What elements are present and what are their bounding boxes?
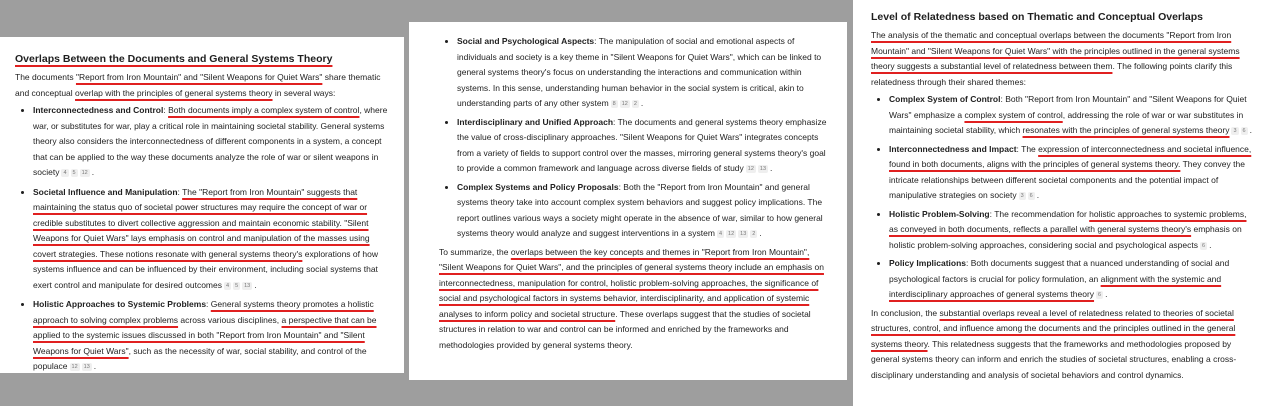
text-segment: Both documents suggest that a nuanced understanding of social and psychological factors is crucial for policy formulation, an — [889, 258, 1230, 284]
text-segment: . This relatedness suggests that the frameworks and methodologies proposed by general systems theory can inform and enrich the studies of societal structures, enabling a cross-disciplinary understanding and analysis of societal behaviors and control dynamics. — [871, 338, 1237, 380]
item-label: Interconnectedness and Control — [33, 105, 164, 115]
highlighted-text: overlap with the principles of general systems theory — [75, 87, 273, 98]
highlighted-text: expression of interconnectedness and societal influence, found in both documents, aligns with the principles of general systems theory. — [889, 143, 1252, 169]
period: . — [1249, 125, 1252, 135]
citation-badge[interactable]: 3 — [1233, 128, 1237, 134]
text-segment: In conclusion, the — [871, 307, 940, 318]
list-item: • Policy Implications: Both documents suggest that a nuanced understanding of social and psychological factors is crucial for policy formulation, an alignment with the systemic and interdisciplinary approaches of general systems theory 6 . — [889, 256, 1254, 303]
list-item: • Social and Psychological Aspects: The manipulation of social and emotional aspects of individuals and society is a key theme in "Silent Weapons for Quiet Wars", which can be linked to general systems theory's focus on understanding the interactions and communication within systems. In this sense, understanding human behavior in the social system is critical, akin to understanding parts of any other system 8 12 2 . — [457, 34, 833, 112]
citation-badge[interactable]: 12 — [81, 170, 88, 176]
citation-badge[interactable]: 12 — [747, 166, 754, 172]
citation-group — [1019, 190, 1040, 200]
highlighted-text: The "Report from Iron Mountain" suggests that maintaining the status quo of societal power structures may require the concept of war or credible substitutes to divert collective aggression and maintain economic stability. "Silent Weapons for Quiet Wars" lays emphasis on control and manipulation of the masses using covert strategies. These notions resonate with general systems theory's — [33, 186, 370, 259]
citation-group — [1200, 240, 1211, 250]
citation-group — [70, 361, 97, 371]
period: . — [91, 167, 95, 177]
text-segment: The recommendation for — [994, 208, 1090, 219]
citation-badge[interactable]: 12 — [71, 364, 78, 370]
citation-group — [611, 98, 644, 108]
intro-paragraph — [15, 70, 390, 101]
citation-group — [1096, 289, 1107, 299]
list-item: • Holistic Problem-Solving: The recommendation for holistic approaches to systemic problems, as conveyed in both documents, reflects a parallel with general systems theory's emphasis on holistic problem-solving approaches, considering social and psychological aspects 6 . — [889, 207, 1254, 254]
text-segment: . These overlaps suggest that the studies of societal structures in relation to war and control can be informed and enriched by the frameworks and methodologies provided by general systems theory. — [439, 308, 811, 350]
citation-badge[interactable]: 13 — [83, 364, 90, 370]
highlighted-text: General systems theory promotes a holistic approach to solving complex problems — [33, 299, 374, 325]
item-label: Complex System of Control — [889, 94, 1001, 104]
highlighted-text: substantial overlaps reveal a level of relatedness related to theories of societal structures, control, and influence among the documents and the principles outlined in the general systems theory — [871, 307, 1236, 349]
highlighted-text: a perspective that can be applied to the systemic issues discussed in both "Report from Iron Mountain" and "Silent Weapons for Quiet Wars" — [33, 314, 377, 356]
list-item: • Complex Systems and Policy Proposals: Both the "Report from Iron Mountain" and general systems theory take into account complex system behaviors and suggest policy implications. The report outlines various ways a society might operate in the absence of war, similar to how general systems theory would analyze and suggest interventions in a system 4 12 13 2 . — [457, 180, 833, 242]
section-title: Level of Relatedness based on Thematic and Conceptual Overlaps — [871, 11, 1204, 23]
summary-paragraph — [439, 245, 833, 354]
period: . — [1209, 239, 1212, 250]
text-segment: Both "Report from Iron Mountain" and "Silent Weapons for Quiet Wars" emphasize a — [889, 94, 1247, 120]
citation-badge[interactable]: 5 — [72, 170, 76, 176]
highlighted-text: overlaps between the key concepts and themes in "Report from Iron Mountain", "Silent Weapons for Quiet Wars", and the principles of general systems theory include an emphasis on interconnectedness, manipulation for control, holistic problem-solving approaches, the significance of social and psychological factors in systems behavior, interdisciplinarity, and application of systemic analyses to inform policy and societal structure — [439, 246, 824, 319]
item-label: Holistic Problem-Solving — [889, 208, 990, 219]
text-segment: share thematic and conceptual — [15, 72, 381, 98]
text-segment: The documents — [15, 72, 76, 82]
text-segment: To summarize, the — [439, 246, 511, 257]
document-page-left — [0, 37, 404, 373]
item-label: Policy Implications — [889, 258, 966, 268]
list-item: • Interconnectedness and Control: Both documents imply a complex system of control, where war, or substitutes for war, play a critical role in maintaining societal stability. General systems theory also considers the interconnectedness of different components in a system, a concept that can be applied to the way these documents analyze the role of war or silent weapons in society 4 5 12 . — [33, 103, 390, 181]
citation-badge[interactable]: 6 — [1202, 242, 1206, 249]
citation-group — [717, 228, 762, 238]
highlighted-text: complex system of control — [964, 109, 1063, 120]
citation-badge[interactable]: 4 — [63, 170, 67, 176]
highlighted-text: alignment with the systemic and interdisciplinary approaches of general systems theory — [889, 273, 1222, 299]
text-segment: They convey the intricate relationships between different societal components and the potential impact of manipulative strategies on society — [889, 159, 1245, 200]
bullet-list — [439, 34, 833, 242]
highlighted-text: holistic approaches to systemic problems, as conveyed in both documents, reflects a parallel with general systems theory's — [889, 208, 1247, 234]
citation-badge[interactable]: 6 — [1098, 292, 1102, 298]
citation-badge[interactable]: 12 — [621, 101, 628, 107]
text-segment: . The following points clarify this relatedness through their shared themes: — [871, 61, 1233, 87]
citation-badge[interactable]: 13 — [740, 231, 747, 237]
period: . — [759, 228, 762, 238]
citation-badge[interactable]: 4 — [226, 282, 230, 289]
period: . — [93, 361, 97, 371]
highlighted-text: The analysis of the thematic and conceptual overlaps between the documents "Report from Iron Mountain" and "Silent Weapons for Quiet Wars" with the principles outlined in the general systems theory suggests a substantial level of relatedness between them — [871, 30, 1240, 71]
text-segment: explorations of how systems influence and can be influenced by their environment, including social systems that exert control and manipulate for desired outcomes — [33, 248, 378, 290]
bullet-list — [871, 92, 1254, 303]
highlighted-text: Both documents imply a complex system of control — [168, 105, 360, 115]
period: . — [1105, 289, 1108, 299]
period: . — [640, 98, 644, 108]
text-segment: , such as the necessity of war, social stability, and control of the populace — [33, 345, 367, 371]
text-segment: , addressing the role of war or war substitutes in maintaining societal stability, which — [889, 109, 1244, 135]
text-segment: emphasis on holistic problem-solving approaches, considering social and psychological aspects — [889, 224, 1242, 250]
text-segment: The — [1021, 143, 1039, 154]
bullet-list — [15, 103, 390, 375]
citation-group — [224, 280, 257, 290]
highlighted-text: resonates with the principles of general systems theory — [1022, 125, 1230, 135]
item-label: Societal Influence and Manipulation — [33, 186, 178, 197]
citation-badge[interactable]: 13 — [759, 166, 767, 172]
period: . — [770, 163, 773, 173]
citation-group — [61, 167, 94, 177]
intro-paragraph — [871, 28, 1254, 90]
text-segment: across various disciplines, — [178, 314, 282, 325]
citation-group — [746, 163, 773, 173]
text-segment: The manipulation of social and emotional aspects of individuals and society is a key theme in "Silent Weapons for Quiet Wars", which can be linked to general systems theory's focus on understanding the interactions and communication within systems. In this sense, understanding human behavior in the social system is critical, akin to understanding parts of any other system — [457, 36, 822, 108]
citation-badge[interactable]: 3 — [1020, 193, 1024, 199]
list-item: • Interconnectedness and Impact: The expression of interconnectedness and societal influence, found in both documents, aligns with the principles of general systems theory. They convey the intricate relationships between different societal components and the potential impact of manipulative strategies on society 3 6 . — [889, 142, 1254, 204]
conclusion-paragraph — [871, 306, 1254, 384]
item-label: Complex Systems and Policy Proposals — [457, 181, 619, 192]
citation-badge[interactable]: 4 — [718, 231, 723, 237]
list-item: • Interdisciplinary and Unified Approach: The documents and general systems theory emphasize the value of cross-disciplinary approaches. "Silent Weapons for Quiet Wars" integrates concepts from a variety of fields to support control over the masses, mirroring general systems theory's goal to provide a common framework and language across diverse fields of study 12 13 . — [457, 115, 833, 177]
list-item: • Holistic Approaches to Systemic Problems: General systems theory promotes a holistic approach to solving complex problems across various disciplines, a perspective that can be applied to the systemic issues discussed in both "Report from Iron Mountain" and "Silent Weapons for Quiet Wars", such as the necessity of war, social stability, and control of the populace 12 13 . — [33, 297, 390, 375]
document-page-right — [853, 0, 1272, 406]
text-segment: in several ways: — [272, 87, 336, 98]
citation-badge[interactable]: 13 — [244, 282, 251, 289]
section-title: Overlaps Between the Documents and General Systems Theory — [15, 53, 333, 65]
text-segment: The documents and general systems theory emphasize the value of cross-disciplinary approaches. "Silent Weapons for Quiet Wars" integrates concepts from a variety of fields to support control over the masses, mirroring general systems theory's goal to provide a common framework and language across diverse fields of study — [457, 116, 827, 173]
period: . — [1036, 190, 1040, 200]
citation-badge[interactable]: 8 — [612, 101, 616, 107]
citation-badge[interactable]: 2 — [752, 231, 756, 237]
citation-badge[interactable]: 6 — [1029, 193, 1033, 199]
period: . — [254, 279, 257, 290]
citation-badge[interactable]: 6 — [1242, 128, 1246, 134]
citation-group — [1231, 125, 1252, 135]
item-label: Interdisciplinary and Unified Approach — [457, 116, 614, 127]
text-segment: Both the "Report from Iron Mountain" and general systems theory take into account complex system behaviors and suggest policy implications. The report outlines various ways a society might operate in the absence of war, similar to how general systems theory would analyze and suggest interventions in a system — [457, 181, 823, 238]
citation-badge[interactable]: 12 — [728, 231, 735, 237]
citation-badge[interactable]: 2 — [633, 101, 637, 107]
highlighted-text: "Report from Iron Mountain" and "Silent Weapons for Quiet Wars" — [75, 72, 323, 82]
list-item: • Complex System of Control: Both "Report from Iron Mountain" and "Silent Weapons for Quiet Wars" emphasize a complex system of control, addressing the role of war or war substitutes in maintaining societal stability, which resonates with the principles of general systems theory 3 6 . — [889, 92, 1254, 139]
item-label: Holistic Approaches to Systemic Problems — [33, 299, 207, 309]
item-label: Social and Psychological Aspects — [457, 36, 595, 46]
document-page-middle — [409, 22, 847, 380]
item-label: Interconnectedness and Impact — [889, 143, 1017, 154]
list-item: • Societal Influence and Manipulation: The "Report from Iron Mountain" suggests that maintaining the status quo of societal power structures may require the concept of war or credible substitutes to divert collective aggression and maintain economic stability. "Silent Weapons for Quiet Wars" lays emphasis on control and manipulation of the masses using covert strategies. These notions resonate with general systems theory's explorations of how systems influence and can be influenced by their environment, including social systems that exert control and manipulate for desired outcomes 4 5 13 . — [33, 185, 390, 294]
text-segment: , where war, or substitutes for war, play a critical role in maintaining societal stability. General systems theory also considers the interconnectedness of different components in a system, a concept that can be applied to the way these documents analyze the role of war or silent weapons in society — [33, 105, 388, 177]
citation-badge[interactable]: 5 — [235, 282, 239, 289]
